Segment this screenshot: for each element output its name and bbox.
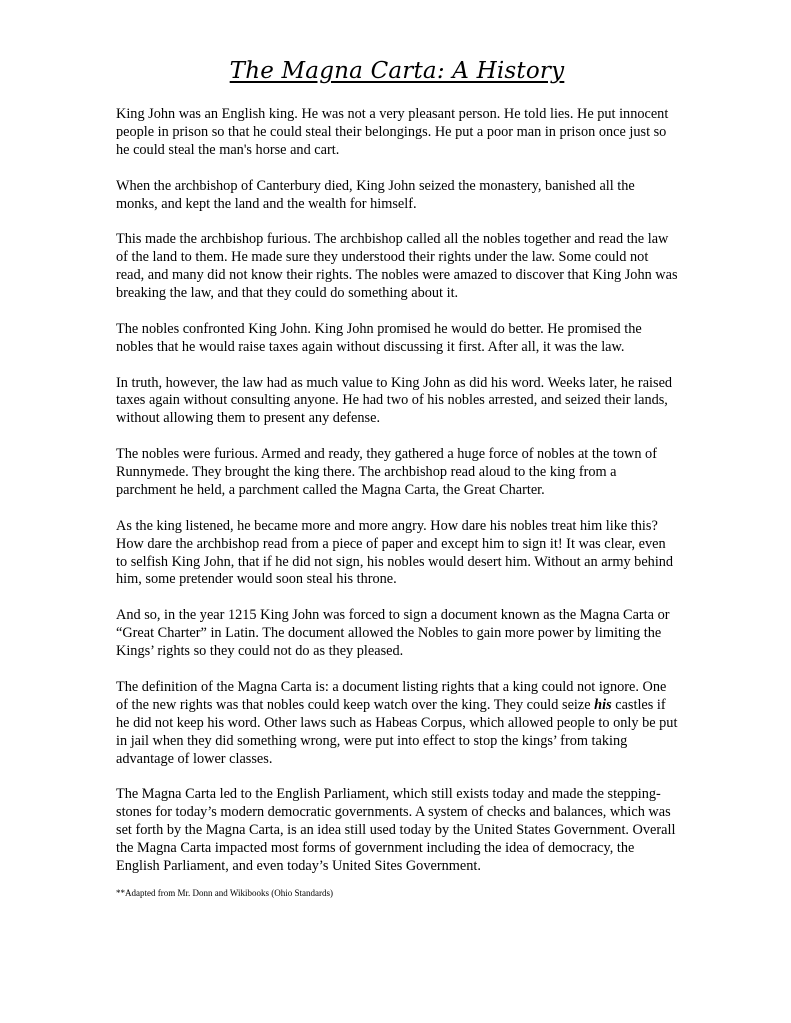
paragraph-king-listened: As the king listened, he became more and more angry. How dare his nobles treat him like this? How dare the archbishop read from a piece of paper and except him to sign it! It was clear, even to selfish King John, that if he did not sign, his nobles would desert him. Without an army behind him, some pretender would soon steal his throne. [116,517,674,588]
paragraph-archbishop-furious: This made the archbishop furious. The archbishop called all the nobles together and read the law of the land to them. He made sure they understood their rights under the law. Some could not read, and many did not know their rights. The nobles were amazed to discover that King John was breaking the law, and that they could do something about it. [116,231,678,302]
paragraph-year-1215: And so, in the year 1215 King John was forced to sign a document known as the Magna Carta or “Great Charter” in Latin. The document allowed the Nobles to gain more power by limiting the Kings’ rights so they could not do as they pleased. [116,607,670,660]
paragraph-parliament: The Magna Carta led to the English Parliament, which still exists today and made the stepping-stones for today’s modern democratic governments. A system of checks and balances, which was set forth by the Magna Carta, is an idea still used today by the United States Government. Overall the Magna Carta impacted most forms of government including the idea of democracy, the English Parliament, and even today’s United Sites Government. [116,786,676,874]
paragraph-definition-end: castles if he did not keep his word. Other laws such as Habeas Corpus, which allowed people to only be put in jail when they did something wrong, were put into effect to stop the kings’ from taking advantage of lower classes. [116,696,678,767]
paragraph-runnymede: The nobles were furious. Armed and ready, they gathered a huge force of nobles at the town of Runnymede. They brought the king there. The archbishop read aloud to the king from a parchment he held, a parchment called the Magna Carta, the Great Charter. [116,446,657,498]
paragraph-definition [116,679,678,769]
document-page [116,58,678,899]
source-footnote: **Adapted from Mr. Donn and Wikibooks (Ohio Standards) [116,887,333,898]
paragraph-nobles-confronted: The nobles confronted King John. King John promised he would do better. He promised the nobles that he would raise taxes again without discussing it first. After all, it was the law. [116,320,642,355]
paragraph-archbishop-died: When the archbishop of Canterbury died, King John seized the monastery, banished all the monks, and kept the land and the wealth for himself. [116,177,635,212]
paragraph-in-truth: In truth, however, the law had as much value to King John as did his word. Weeks later, he raised taxes again without consulting anyone. He had two of his nobles arrested, and seized their lands, without allowing them to present any defense. [116,374,673,427]
document-title: The Magna Carta: A History [229,58,565,84]
paragraph-definition-start: The definition of the Magna Carta is: a document listing rights that a king could not ignore. One of the new rights was that nobles could keep watch over the king. They could seize [116,678,667,713]
emphasis-his: his [594,696,612,713]
paragraph-king-john: King John was an English king. He was not a very pleasant person. He told lies. He put innocent people in prison so that he could steal their belongings. He put a poor man in prison once just so he could steal the man's horse and cart. [116,106,669,158]
